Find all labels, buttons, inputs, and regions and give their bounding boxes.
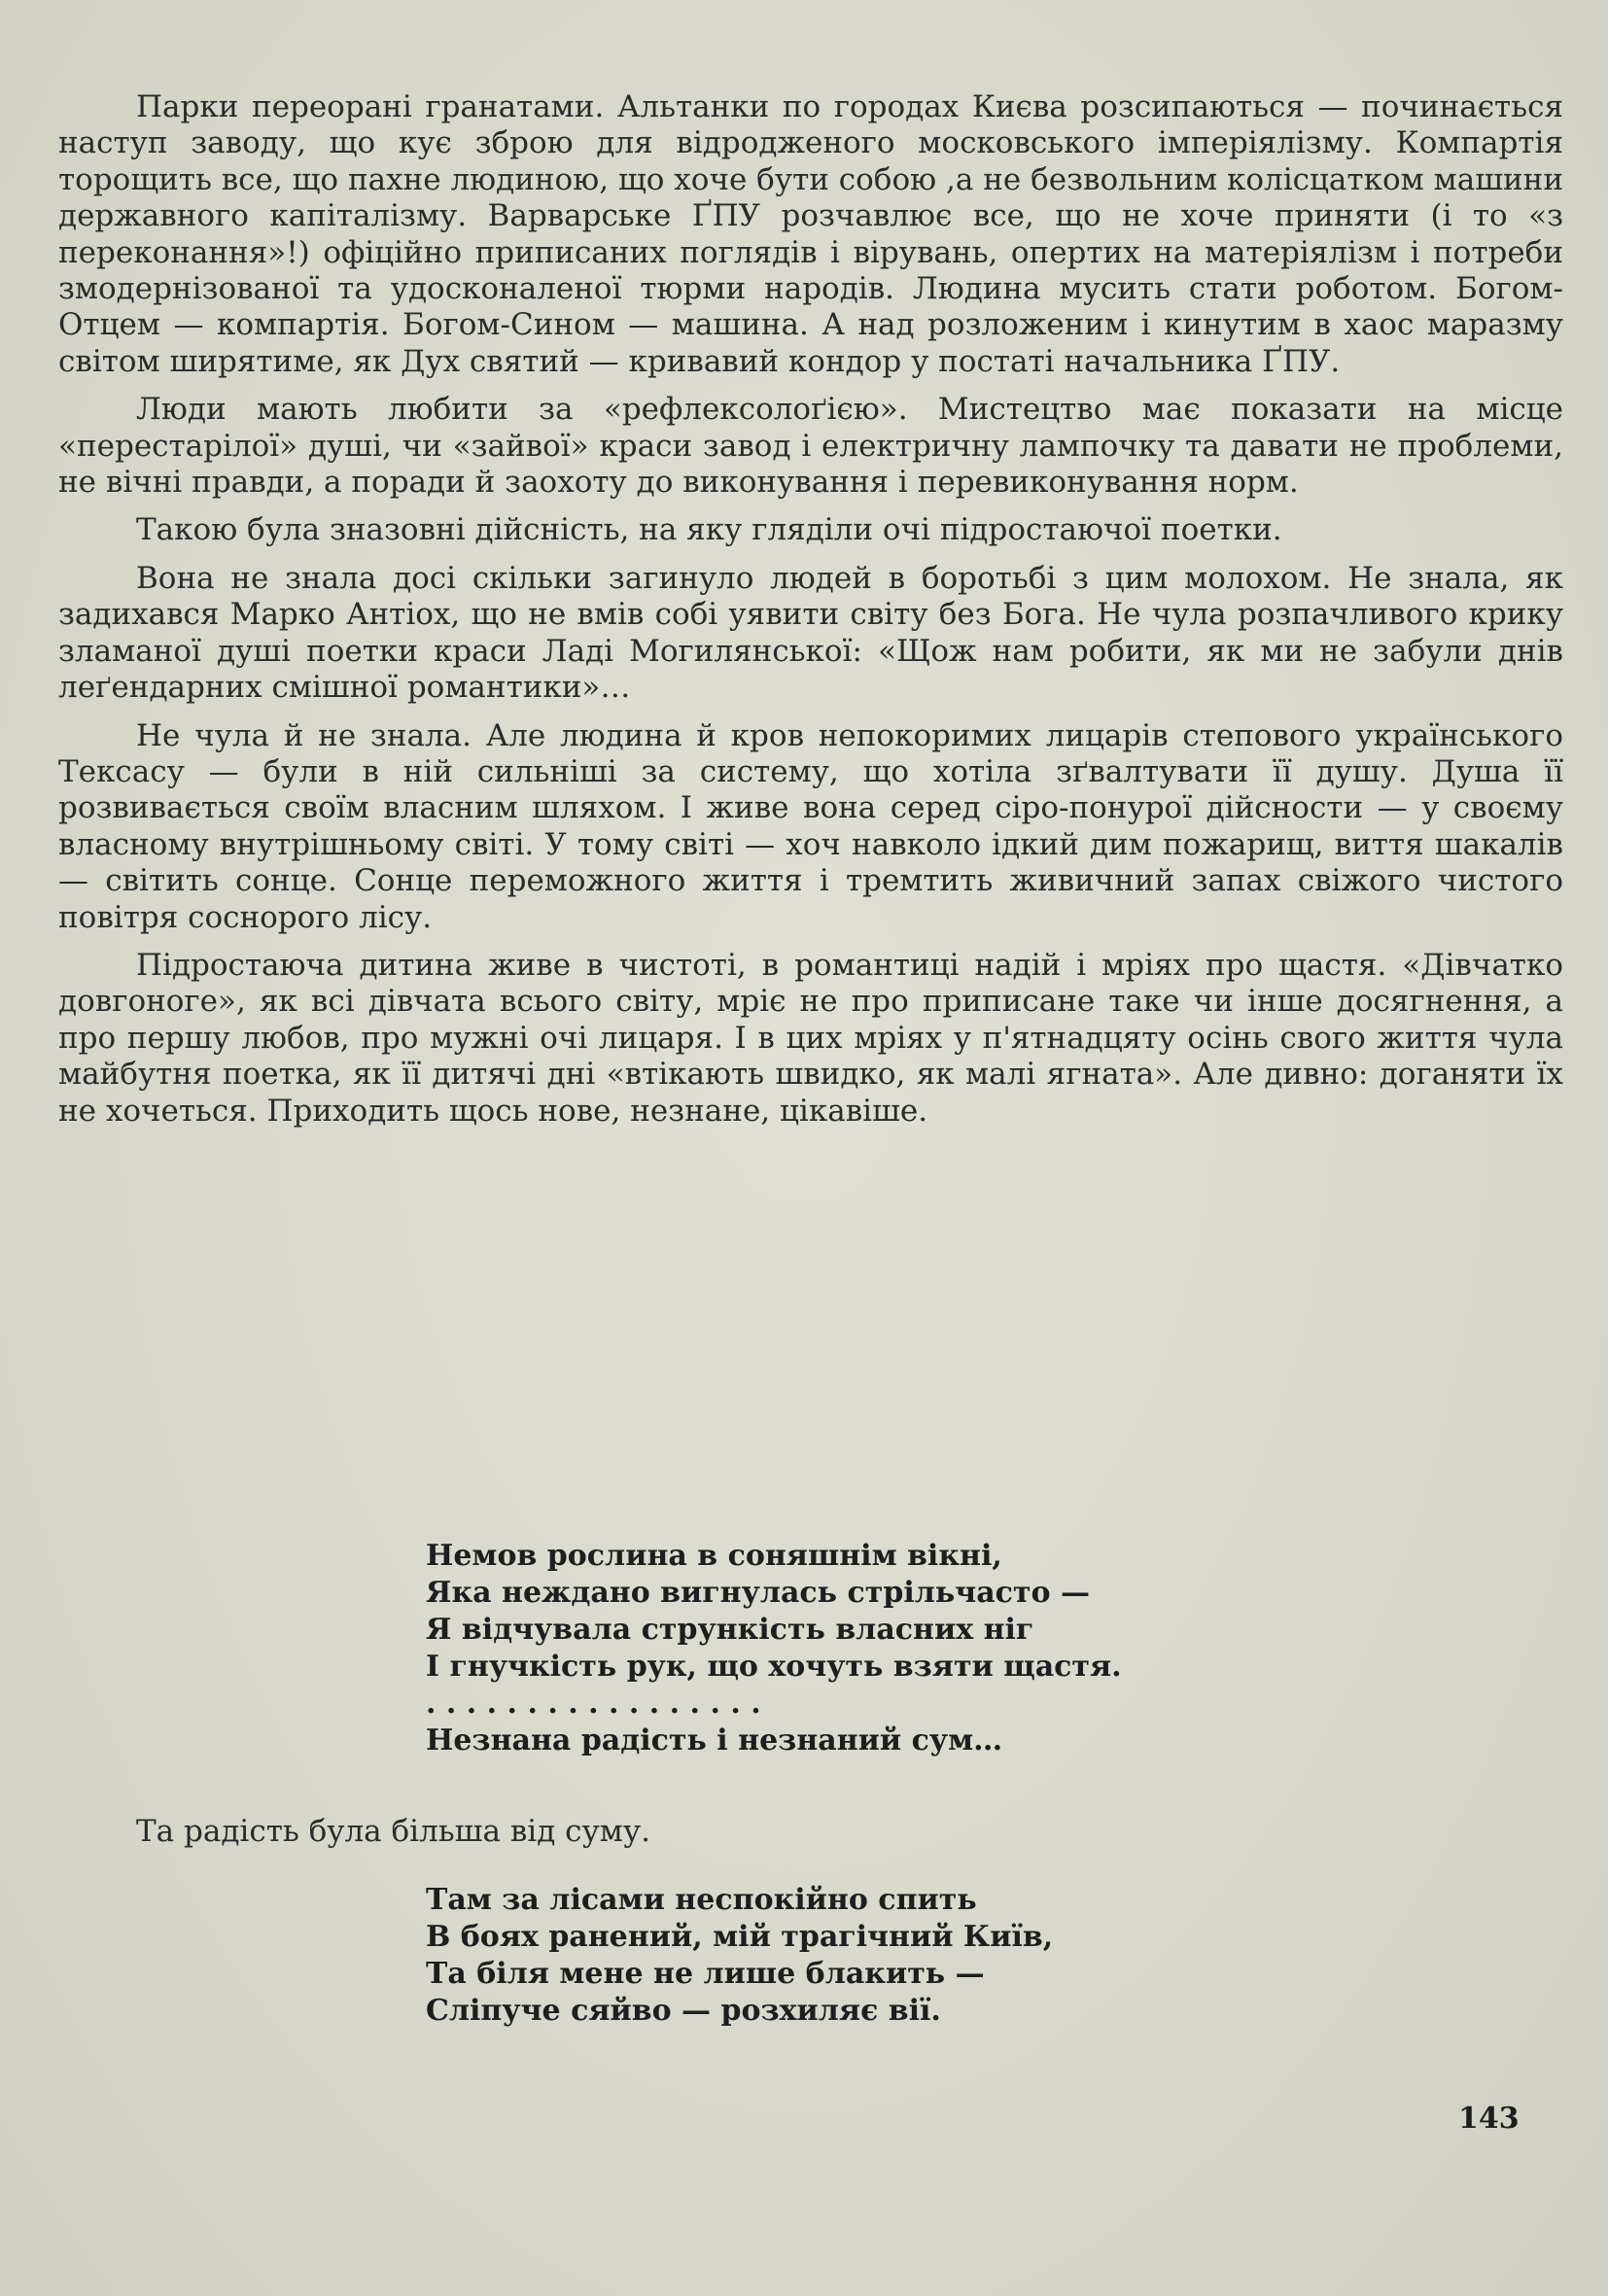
verse-line: Та біля мене не лише блакить — xyxy=(426,1957,985,1991)
prose-block xyxy=(58,89,1563,1130)
paragraph: Вона не знала досі скільки загинуло людей в боротьбі з цим молохом. Не знала, як задихався Марко Антіох, що не вмів собі уявити світу без Бога. Не чула розпачливого крику зламаної душі поетки краси Ладі Могилянської: «Щож нам робити, як ми не забули днів леґендарних смішної романтики»… xyxy=(58,560,1563,706)
verse-line: Сліпуче сяйво — розхиляє вії. xyxy=(426,1994,941,2028)
verse-line: Немов рослина в соняшнім вікні, xyxy=(426,1539,1002,1573)
page-number: 143 xyxy=(1458,2102,1520,2136)
paragraph: Не чула й не знала. Але людина й кров непокоримих лицарів степового українського Тексасу — були в ній сильніші за систему, що хотіла зґвалтувати її душу. Душа її розвивається своїм власним шляхом. І живе вона серед сіро-понурої дійсности — у своєму власному внутрішньому світі. У тому світі — хоч навколо ідкий дим пожарищ, виття шакалів — світить сонце. Сонце переможного життя і тремтить живичний запах свіжого чистого повітря соснорого лісу. xyxy=(58,717,1563,935)
verse-line: Незнана радість і незнаний сум… xyxy=(426,1723,1003,1757)
interlude-text: Та радість була більша від суму. xyxy=(136,1814,650,1849)
verse-line: Я відчувала стрункість власних ніг xyxy=(426,1613,1034,1647)
verse-line: Яка неждано вигнулась стрільчасто — xyxy=(426,1576,1090,1610)
verse-stanza-1 xyxy=(426,1538,1301,1759)
paragraph: Парки переорані гранатами. Альтанки по городах Києва розсипаються — починається наступ заводу, що кує зброю для відродженого московського імперіялізму. Компартія торощить все, що пахне людиною, що хоче бути собою ,а не безвольним колісцатком машини державного капіталізму. Варварське ҐПУ розчавлює все, що не хоче приняти (і то «з переконання»!) офіційно приписаних поглядів і вірувань, опертих на матеріялізм і потреби змодернізованої та удосконаленої тюрми народів. Людина мусить стати роботом. Богом-Отцем — компартія. Богом-Сином — машина. А над розложеним і кинутим в хаос маразму світом ширятиме, як Дух святий — кривавий кондор у постаті начальника ҐПУ. xyxy=(58,89,1563,379)
paragraph: Такою була зназовні дійсність, на яку гляділи очі підростаючої поетки. xyxy=(136,512,1282,548)
paragraph: Підростаюча дитина живе в чистоті, в романтиці надій і мріях про щастя. «Дівчатко довгоноге», як всі дівчата всього світу, мріє не про приписане таке чи інше досягнення, а про першу любов, про мужні очі лицаря. І в цих мріях у п'ятнадцяту осінь свого життя чула майбутня поетка, як її дитячі дні «втікають швидко, як малі ягната». Але дивно: доганяти їх не хочеться. Приходить щось нове, незнане, цікавіше. xyxy=(58,947,1563,1129)
verse-stanza-2 xyxy=(426,1882,1301,2030)
verse-line: В боях ранений, мій трагічний Київ, xyxy=(426,1920,1054,1954)
paragraph: Люди мають любити за «рефлексолоґією». Мистецтво має показати на місце «перестарілої» душі, чи «зайвої» краси завод і електричну лампочку та давати не проблеми, не вічні правди, а поради й заохоту до виконування і перевиконування норм. xyxy=(58,392,1563,501)
verse-line: І гнучкість рук, що хочуть взяти щастя. xyxy=(426,1650,1122,1684)
verse-ellipsis-line: . . . . . . . . . . . . . . . . . xyxy=(426,1687,761,1721)
verse-line: Там за лісами неспокійно спить xyxy=(426,1883,977,1917)
